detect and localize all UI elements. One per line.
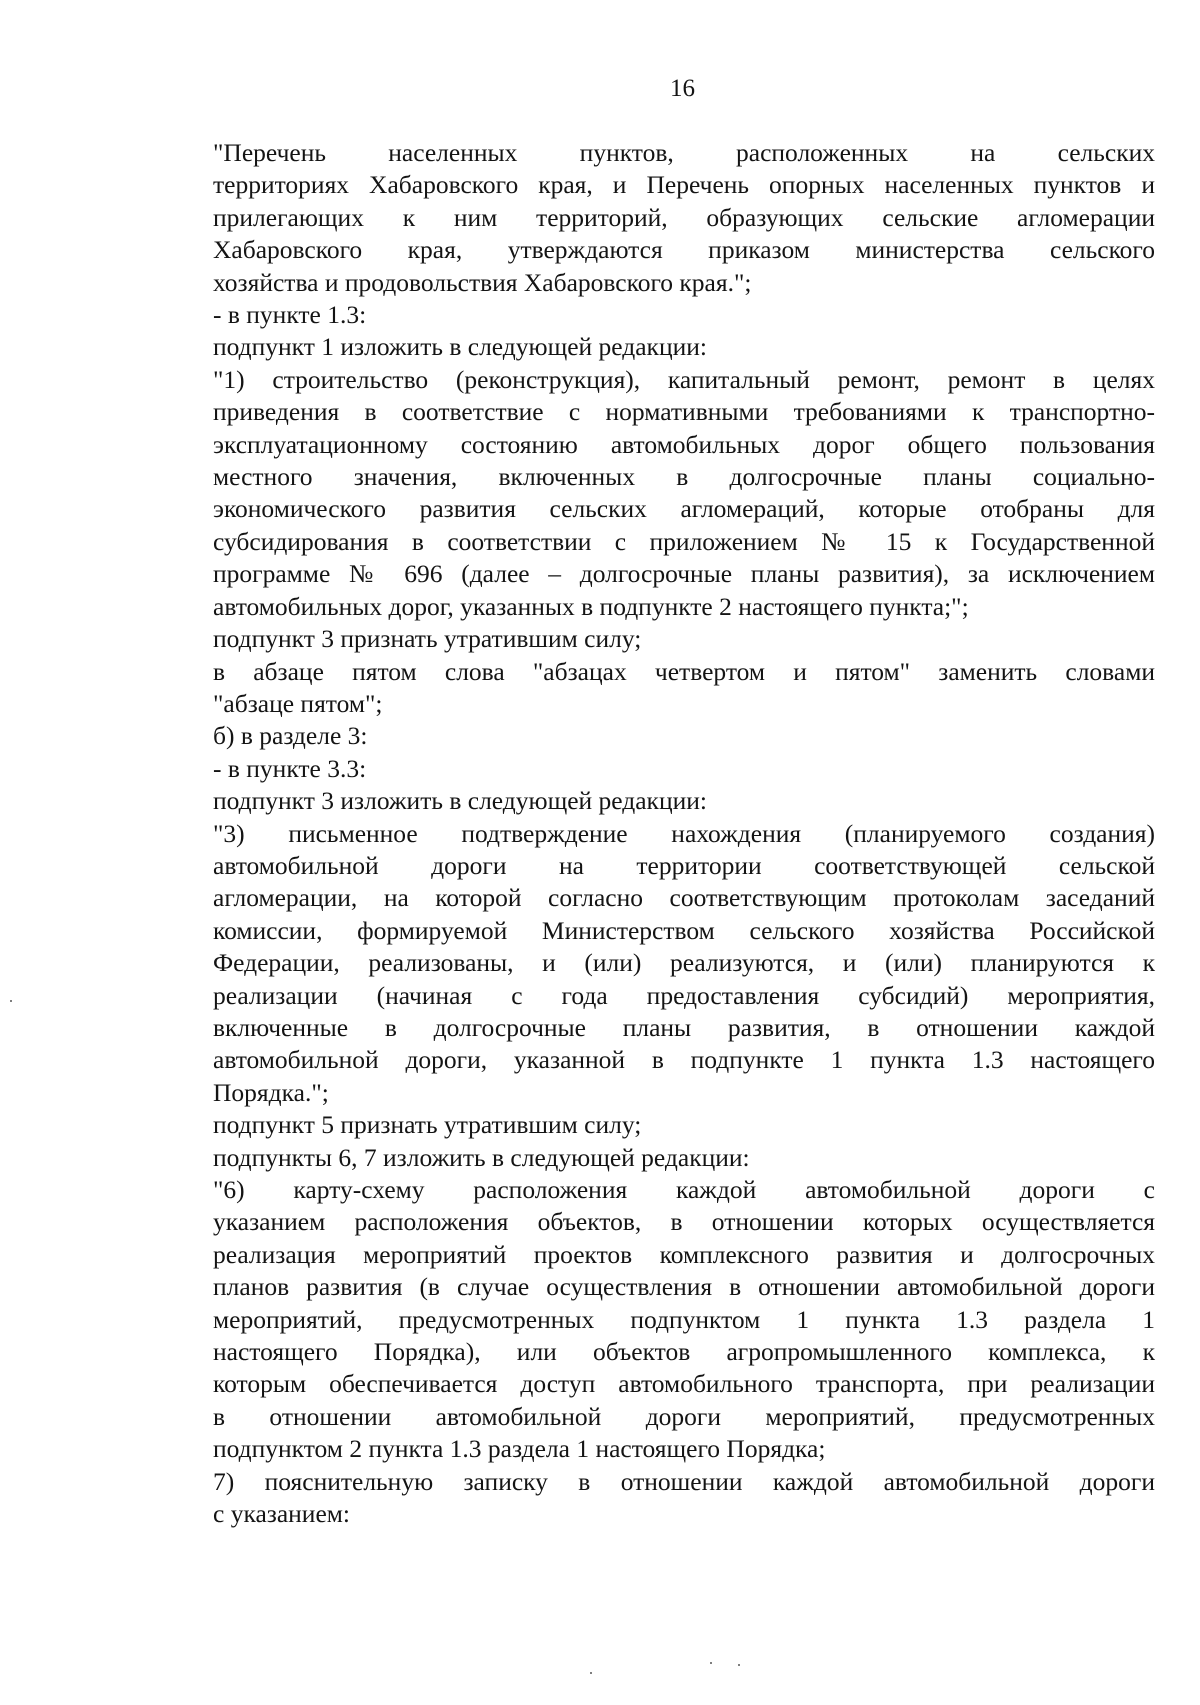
- text-line: б) в разделе 3:: [213, 721, 368, 751]
- text-line: хозяйства и продовольствия Хабаровского края.";: [213, 267, 752, 297]
- text-line: - в пункте 3.3:: [213, 753, 367, 783]
- text-line: автомобильных дорог, указанных в подпункте 2 настоящего пункта;";: [213, 591, 969, 621]
- scan-artifact: [590, 1672, 592, 1674]
- text-line: "абзаце пятом";: [213, 688, 383, 718]
- text-line: 7) пояснительную записку в отношении каждой автомобильной дороги: [213, 1466, 1155, 1496]
- text-line: Федерации, реализованы, и (или) реализуются, и (или) планируются к: [213, 948, 1155, 978]
- text-line: приведения в соответствие с нормативными требованиями к транспортно-: [213, 397, 1155, 427]
- text-line: комиссии, формируемой Министерством сельского хозяйства Российской: [213, 915, 1155, 945]
- text-line: агломерации, на которой согласно соответствующим протоколам заседаний: [213, 883, 1155, 913]
- text-line: с указанием:: [213, 1499, 350, 1529]
- text-line: планов развития (в случае осуществления в отношении автомобильной дороги: [213, 1272, 1155, 1302]
- text-line: субсидирования в соответствии с приложением № 15 к Государственной: [213, 526, 1155, 556]
- text-line: мероприятий, предусмотренных подпунктом 1 пункта 1.3 раздела 1: [213, 1304, 1155, 1334]
- scan-artifact: [738, 1664, 740, 1666]
- text-line: реализация мероприятий проектов комплексного развития и долгосрочных: [213, 1239, 1155, 1269]
- text-line: прилегающих к ним территорий, образующих сельские агломерации: [213, 202, 1155, 232]
- text-line: "1) строительство (реконструкция), капитальный ремонт, ремонт в целях: [213, 364, 1155, 394]
- text-line: включенные в долгосрочные планы развития, в отношении каждой: [213, 1012, 1155, 1042]
- text-line: автомобильной дороги, указанной в подпункте 1 пункта 1.3 настоящего: [213, 1045, 1155, 1075]
- text-line: которым обеспечивается доступ автомобильного транспорта, при реализации: [213, 1369, 1155, 1399]
- text-line: реализации (начиная с года предоставления субсидий) мероприятия,: [213, 980, 1155, 1010]
- text-line: территориях Хабаровского края, и Перечень опорных населенных пунктов и: [213, 170, 1155, 200]
- text-line: "6) карту-схему расположения каждой автомобильной дороги с: [213, 1175, 1155, 1204]
- scan-artifact: [710, 1662, 712, 1664]
- text-line: подпунктом 2 пункта 1.3 раздела 1 настоящего Порядка;: [213, 1434, 826, 1464]
- text-line: в отношении автомобильной дороги мероприятий, предусмотренных: [213, 1401, 1155, 1431]
- text-line: "Перечень населенных пунктов, расположенных на сельских: [213, 138, 1155, 167]
- document-body: [213, 137, 1155, 1530]
- text-line: экономического развития сельских агломераций, которые отобраны для: [213, 494, 1155, 524]
- text-line: местного значения, включенных в долгосрочные планы социально-: [213, 462, 1155, 492]
- text-line: указанием расположения объектов, в отношении которых осуществляется: [213, 1207, 1155, 1237]
- text-line: Порядка.";: [213, 1077, 329, 1107]
- text-line: подпункт 3 изложить в следующей редакции:: [213, 786, 707, 816]
- text-line: Хабаровского края, утверждаются приказом министерства сельского: [213, 235, 1155, 265]
- text-line: настоящего Порядка), или объектов агропромышленного комплекса, к: [213, 1337, 1155, 1367]
- text-line: эксплуатационному состоянию автомобильных дорог общего пользования: [213, 429, 1155, 459]
- text-line: подпункт 3 признать утратившим силу;: [213, 624, 642, 654]
- text-line: подпункты 6, 7 изложить в следующей редакции:: [213, 1142, 750, 1172]
- text-line: подпункт 5 признать утратившим силу;: [213, 1110, 642, 1140]
- text-line: "3) письменное подтверждение нахождения (планируемого создания): [213, 818, 1155, 848]
- text-line: в абзаце пятом слова "абзацах четвертом и пятом" заменить словами: [213, 656, 1155, 686]
- text-line: программе № 696 (далее – долгосрочные планы развития), за исключением: [213, 559, 1155, 589]
- scan-artifact: [10, 1000, 12, 1002]
- text-line: подпункт 1 изложить в следующей редакции:: [213, 332, 707, 362]
- page-number: 16: [670, 75, 695, 102]
- text-line: - в пункте 1.3:: [213, 300, 367, 330]
- text-line: автомобильной дороги на территории соответствующей сельской: [213, 850, 1155, 880]
